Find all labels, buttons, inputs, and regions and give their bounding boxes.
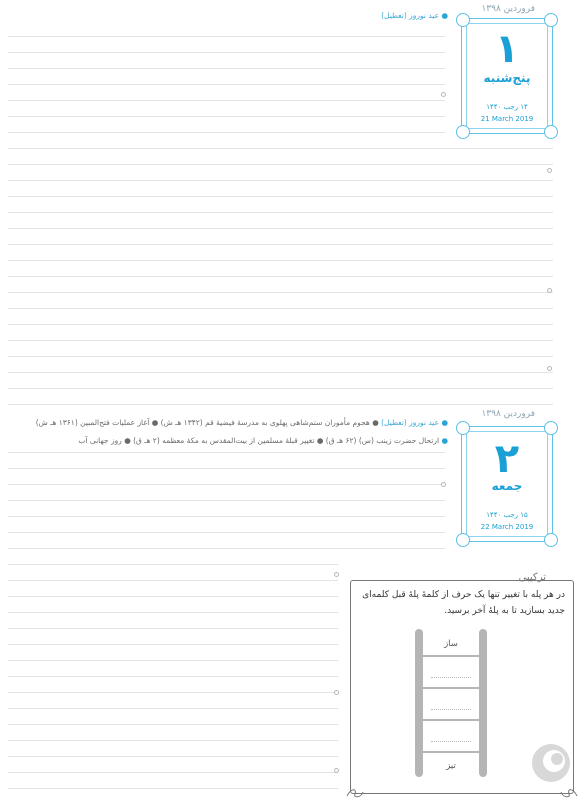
ladder-rung: [423, 687, 479, 689]
ladder-rung: [423, 655, 479, 657]
puzzle-instructions: در هر پله با تغییر تنها یک حرف از کلمهٔ پلهٔ قبل کلمه‌ای جدید بسازید تا به پلهٔ آخر برسید.: [362, 590, 565, 616]
month-label: فروردین ۱۳۹۸: [481, 409, 535, 419]
corner-ornament-icon: [345, 786, 365, 800]
hijri-date: ۱۴ رجب ۱۴۴۰: [486, 103, 528, 111]
ladder-rail: [415, 629, 423, 777]
answer-slot[interactable]: [431, 709, 471, 710]
month-label: فروردین ۱۳۹۸: [481, 4, 535, 14]
event-line: ● ارتحال حضرت زینب (س) (۶۲ هـ ق) ● تغییر قبلهٔ مسلمین از بیت‌المقدس به مکهٔ معظمه (۲ هـ ق) ● روز جهانی آب: [78, 436, 448, 445]
date-card: [461, 426, 553, 542]
gregorian-date: 22 March 2019: [480, 523, 534, 531]
bullet-icon: ●: [439, 418, 448, 427]
bullet-icon: ●: [439, 11, 448, 20]
hijri-date: ۱۵ رجب ۱۴۴۰: [486, 511, 528, 519]
answer-slot[interactable]: [431, 741, 471, 742]
ladder-start-word: ساز: [444, 639, 458, 649]
logo-icon: [530, 742, 572, 784]
ladder-rung: [423, 751, 479, 753]
bullet-icon: ●: [439, 436, 448, 445]
day-number: ۲: [494, 436, 520, 482]
puzzle-title: ترکیبی: [518, 572, 546, 583]
ladder-rail: [479, 629, 487, 777]
weekday: پنج‌شنبه: [483, 71, 531, 85]
answer-slot[interactable]: [431, 677, 471, 678]
gregorian-date: 21 March 2019: [480, 115, 534, 123]
ladder-end-word: تیز: [446, 761, 456, 771]
event-line: ● عید نوروز (تعطیل) ● هجوم مأموران ستم‌شاهی پهلوی به مدرسهٔ فیضیهٔ قم (۱۳۴۲ هـ ش) ● آغاز عملیات فتح‌المبین (۱۳۶۱ هـ ش): [35, 418, 448, 427]
weekday: جمعه: [491, 479, 523, 493]
event-line: ● عید نوروز (تعطیل): [381, 11, 448, 20]
date-card: [461, 18, 553, 134]
day-number: ۱: [494, 26, 520, 72]
corner-ornament-icon: [559, 786, 579, 800]
ladder-rung: [423, 719, 479, 721]
